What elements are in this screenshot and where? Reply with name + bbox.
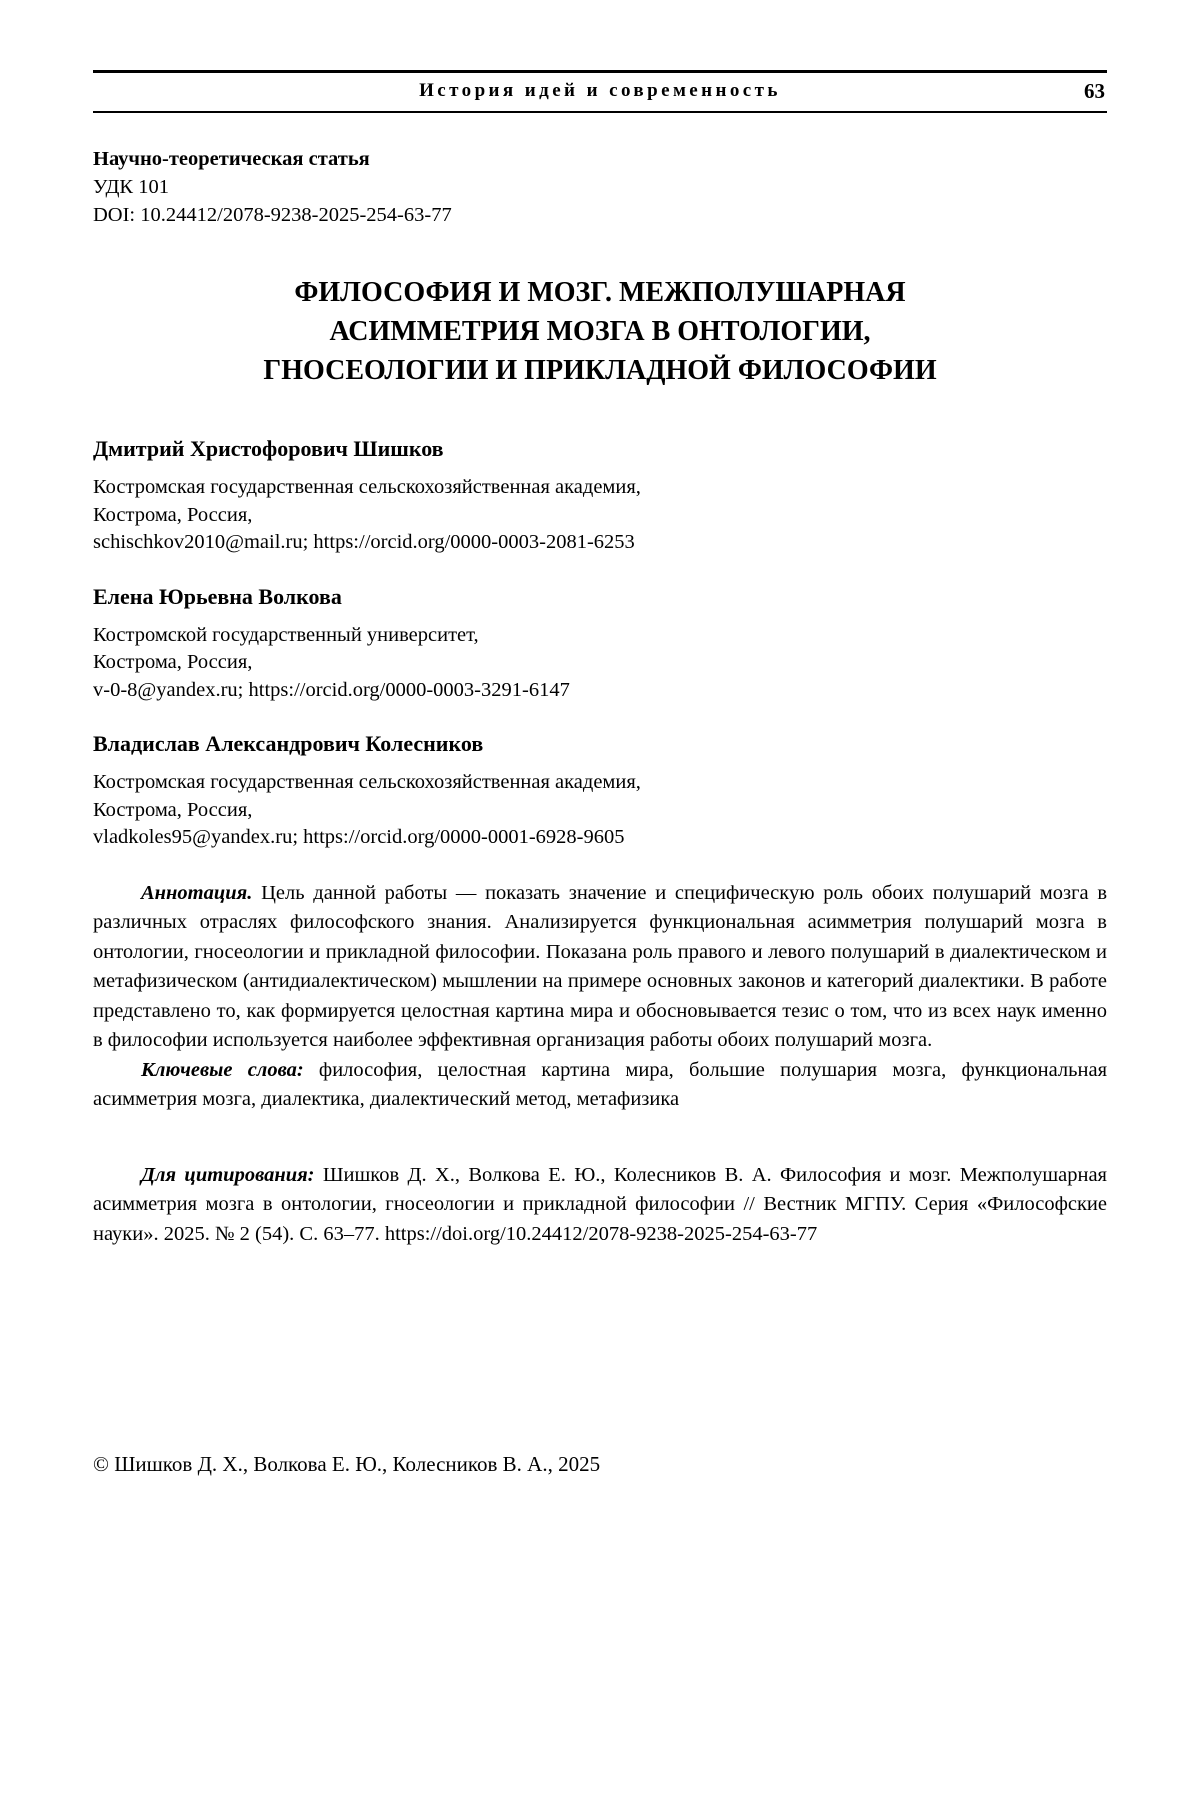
author-name: Елена Юрьевна Волкова (93, 583, 342, 609)
keywords-paragraph (93, 1056, 1107, 1115)
author-block (93, 584, 1107, 705)
author-contact: schischkov2010@mail.ru; https://orcid.org/0000-0003-2081-6253 (93, 531, 635, 553)
udk-label: УДК 101 (93, 176, 169, 198)
keywords-label: Ключевые слова: (141, 1058, 304, 1081)
running-title: История идей и современность (419, 80, 781, 101)
author-name: Владислав Александрович Колесников (93, 731, 484, 756)
authors-block (93, 436, 1107, 852)
author-name: Дмитрий Христофорович Шишков (93, 436, 444, 461)
article-title-line-1: ФИЛОСОФИЯ И МОЗГ. МЕЖПОЛУШАРНАЯ (294, 277, 906, 308)
citation-text: Шишков Д. Х., Волкова Е. Ю., Колесников В. А. Философия и мозг. Межполушарная асимметрия мозга в онтологии, гносеологии и прикладной философии // Вестник МГПУ. Серия «Философские науки». 2025. № 2 (54). С. 63–77. https://doi.org/10.24412/2078-9238-2025-254-63-77 (93, 1163, 1107, 1245)
author-affiliation: Костромской государственный университет, (93, 623, 479, 646)
author-block (93, 436, 1107, 557)
author-location: Кострома, Россия, (93, 503, 253, 526)
citation-label: Для цитирования: (141, 1163, 315, 1186)
author-location: Кострома, Россия, (93, 798, 253, 821)
page-number: 63 (1084, 79, 1105, 103)
article-title (93, 273, 1107, 390)
citation-paragraph (93, 1161, 1107, 1250)
abstract-label: Аннотация. (141, 881, 253, 904)
copyright-line: © Шишков Д. Х., Волкова Е. Ю., Колесников В. А., 2025 (93, 1452, 601, 1476)
article-type-label: Научно-теоретическая статья (93, 148, 370, 170)
article-title-line-2: АСИММЕТРИЯ МОЗГА В ОНТОЛОГИИ, (329, 316, 871, 347)
abstract-text: Цель данной работы — показать значение и специфическую роль обоих полушарий мозга в различных отраслях философского знания. Анализируется функциональная асимметрия полушарий мозга в онтологии, гносеологии и прикладной философии. Показана роль правого и левого полушарий в диалектическом и метафизическом (антидиалектическом) мышлении на примере основных законов и категорий диалектики. В работе представлено то, как формируется целостная картина мира и обосновывается тезис о том, что из всех наук именно в философии используется наиболее эффективная организация работы обоих полушарий мозга. (93, 881, 1108, 1051)
author-contact: vladkoles95@yandex.ru; https://orcid.org/0000-0001-6928-9605 (93, 826, 625, 848)
author-location: Кострома, Россия, (93, 651, 253, 673)
header-rule-bottom (93, 111, 1107, 113)
author-block (93, 731, 1107, 852)
author-contact: v-0-8@yandex.ru; https://orcid.org/0000-0003-3291-6147 (93, 678, 570, 701)
running-head (93, 70, 1107, 113)
keywords-text: философия, целостная картина мира, большие полушария мозга, функциональная асимметрия мозга, диалектика, диалектический метод, метафизика (93, 1058, 1107, 1110)
article-title-line-3: ГНОСЕОЛОГИИ И ПРИКЛАДНОЙ ФИЛОСОФИИ (263, 355, 937, 386)
article-meta (93, 145, 1107, 229)
author-affiliation: Костромская государственная сельскохозяйственная академия, (93, 476, 641, 498)
doi-label: DOI: 10.24412/2078-9238-2025-254-63-77 (93, 204, 452, 226)
author-affiliation: Костромская государственная сельскохозяйственная академия, (93, 771, 641, 793)
abstract-paragraph (93, 879, 1107, 1056)
